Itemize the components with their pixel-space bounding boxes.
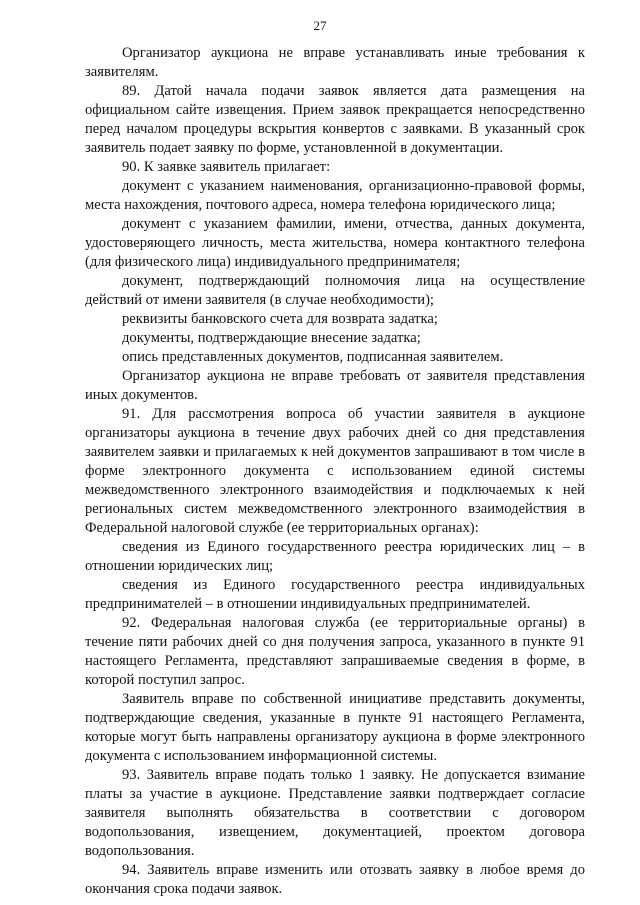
paragraph-90-authority-document: документ, подтверждающий полномочия лица на осуществление действий от имени заявителя (в случае необходимости);: [85, 273, 585, 308]
paragraph-organizer-no-other-documents: Организатор аукциона не вправе требовать от заявителя представления иных документов.: [85, 368, 585, 403]
paragraph-91-interagency-request: 91. Для рассмотрения вопроса об участии заявителя в аукционе организаторы аукциона в течение двух рабочих дней со дня представления заявителем заявки и прилагаемых к ней документов запрашивают в том числе в форме электронного документа с использованием единой системы межведомственного электронного взаимодействия и подключаемых к ней региональных систем межведомственного электронного взаимодействия в Федеральной налоговой службе (ее территориальных органах):: [85, 406, 585, 536]
paragraph-91-entrepreneurs-register: сведения из Единого государственного реестра индивидуальных предпринимателей – в отношении индивидуальных предпринимателей.: [85, 577, 585, 612]
paragraph-94-change-withdraw: 94. Заявитель вправе изменить или отозвать заявку в любое время до окончания срока подачи заявок.: [85, 862, 585, 897]
document-body: [85, 44, 585, 899]
paragraph-91-legal-entities-register: сведения из Единого государственного реестра юридических лиц – в отношении юридических лиц;: [85, 539, 585, 574]
paragraph-90-legal-entity-document: документ с указанием наименования, организационно-правовой формы, места нахождения, почтового адреса, номера телефона юридического лица;: [85, 178, 585, 213]
paragraph-89-submission-start: 89. Датой начала подачи заявок является дата размещения на официальном сайте извещения. Прием заявок прекращается непосредственно перед началом процедуры вскрытия конвертов с заявками. В указанный срок заявитель подает заявку по форме, установленной в документации.: [85, 83, 585, 156]
paragraph-90-document-inventory: опись представленных документов, подписанная заявителем.: [122, 349, 504, 365]
paragraph-organizer-requirements: Организатор аукциона не вправе устанавливать иные требования к заявителям.: [85, 45, 585, 80]
paragraph-90-entrepreneur-document: документ с указанием фамилии, имени, отчества, данных документа, удостоверяющего личность, места жительства, номера контактного телефона (для физического лица) индивидуального предпринимателя;: [85, 216, 585, 270]
paragraph-93-single-application: 93. Заявитель вправе подать только 1 заявку. Не допускается взимание платы за участие в аукционе. Представление заявки подтверждает согласие заявителя выполнять обязательства в соответствии с договором водопользования, извещением, документацией, проектом договора водопользования.: [85, 767, 585, 859]
paragraph-applicant-own-initiative: Заявитель вправе по собственной инициативе представить документы, подтверждающие сведения, указанные в пункте 91 настоящего Регламента, которые могут быть направлены организатору аукциона в форме электронного документа с использованием информационной системы.: [85, 691, 585, 764]
paragraph-92-tax-service-response: 92. Федеральная налоговая служба (ее территориальные органы) в течение пяти рабочих дней со дня получения запроса, указанного в пункте 91 настоящего Регламента, представляют запрашиваемые сведения в форме, в которой поступил запрос.: [85, 615, 585, 688]
paragraph-90-attachments-intro: 90. К заявке заявитель прилагает:: [122, 159, 331, 175]
paragraph-90-bank-details: реквизиты банковского счета для возврата задатка;: [122, 311, 438, 327]
paragraph-90-deposit-documents: документы, подтверждающие внесение задатка;: [122, 330, 421, 346]
page-number: 27: [313, 18, 327, 33]
